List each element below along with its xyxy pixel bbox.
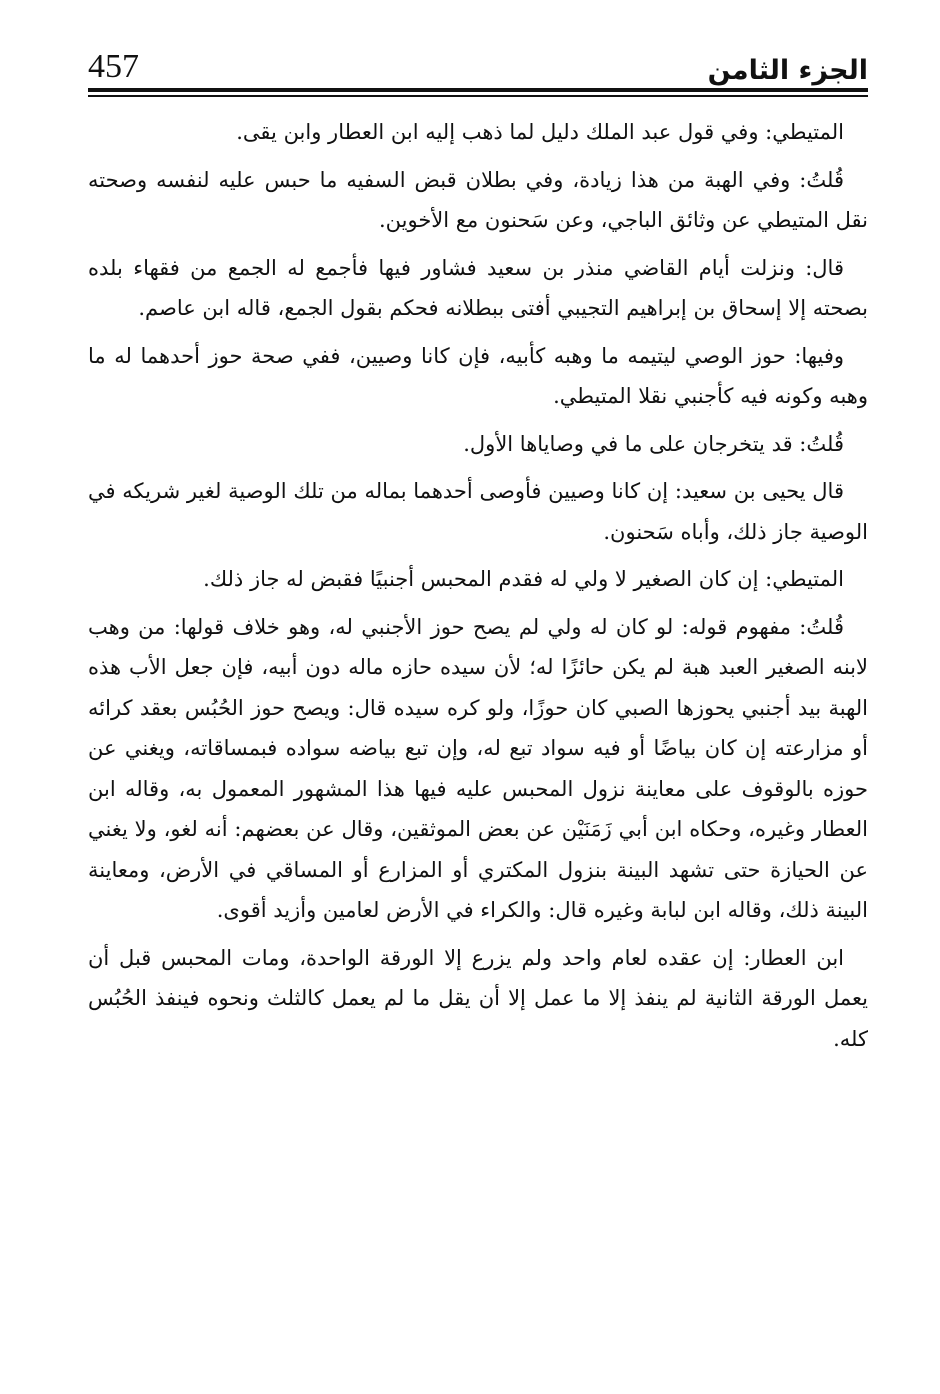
paragraph: المتيطي: إن كان الصغير لا ولي له فقدم المحبس أجنبيًا فقبض له جاز ذلك. (203, 567, 844, 591)
paragraph: قُلتُ: وفي الهبة من هذا زيادة، وفي بطلان قبض السفيه ما حبس عليه لنفسه وصحته نقل المتيطي عن وثائق الباجي، وعن سَحنون مع الأخوين. (88, 167, 868, 232)
paragraph: قال: ونزلت أيام القاضي منذر بن سعيد فشاور فيها فأجمع له الجمع من فقهاء بلده بصحته إلا إسحاق بن إبراهيم التجيبي أفتى ببطلانه فحكم بقول الجمع، قاله ابن عاصم. (88, 255, 868, 320)
paragraph: قُلتُ: قد يتخرجان على ما في وصاياها الأول. (463, 431, 844, 456)
page-number: 457 (88, 48, 139, 85)
paragraph: المتيطي: وفي قول عبد الملك دليل لما ذهب إليه ابن العطار وابن يقى. (236, 120, 844, 144)
paragraph: قال يحيى بن سعيد: إن كانا وصيين فأوصى أحدهما بماله من تلك الوصية لغير شريكه في الوصية جاز ذلك، وأباه سَحنون. (88, 479, 868, 544)
paragraph: وفيها: حوز الوصي ليتيمه ما وهبه كأبيه، فإن كانا وصيين، ففي صحة حوز أحدهما له ما وهبه وكونه فيه كأجنبي نقلا المتيطي. (88, 343, 868, 408)
paragraph: ابن العطار: إن عقده لعام واحد ولم يزرع إلا الورقة الواحدة، ومات المحبس قبل أن يعمل الورقة الثانية لم ينفذ إلا ما عمل إلا أن يقل ما لم يعمل كالثلث ونحوه فينفذ الحُبُس كله. (88, 945, 868, 1051)
part-title: الجزء الثامن (707, 55, 868, 86)
page-body (88, 112, 868, 1066)
header-rule-thin (88, 95, 868, 97)
page-header (88, 38, 868, 88)
paragraph: قُلتُ: مفهوم قوله: لو كان له ولي لم يصح حوز الأجنبي له، وهو خلاف قولها: من وهب لابنه الصغير العبد هبة لم يكن حائزًا له؛ لأن سيده حازه ماله دون أبيه، فإن جعل الأب هذه الهبة بيد أجنبي يحوزها الصبي كان حوزًا، ولو كره سيده قال: ويصح حوز الحُبُس بعقد كرائه أو مزارعته إن كان بياضًا أو فيه سواد تبع له، وإن تبع بياضه سواده فبمساقاته، ويغني عن حوزه بالوقوف على معاينة نزول المحبس عليه فيها هذا المشهور المعمول به، وقاله ابن العطار وغيره، وحكاه ابن أبي زَمَنَيْن عن بعض الموثقين، وقال عن بعضهم: أنه لغو، ولا يغني عن الحيازة حتى تشهد البينة بنزول المكتري أو المزارع أو المساقي في الأرض، ومعاينة البينة ذلك، وقاله ابن لبابة وغيره قال: والكراء في الأرض لعامين وأزيد أقوى. (88, 614, 868, 922)
header-rule-thick (88, 88, 868, 92)
